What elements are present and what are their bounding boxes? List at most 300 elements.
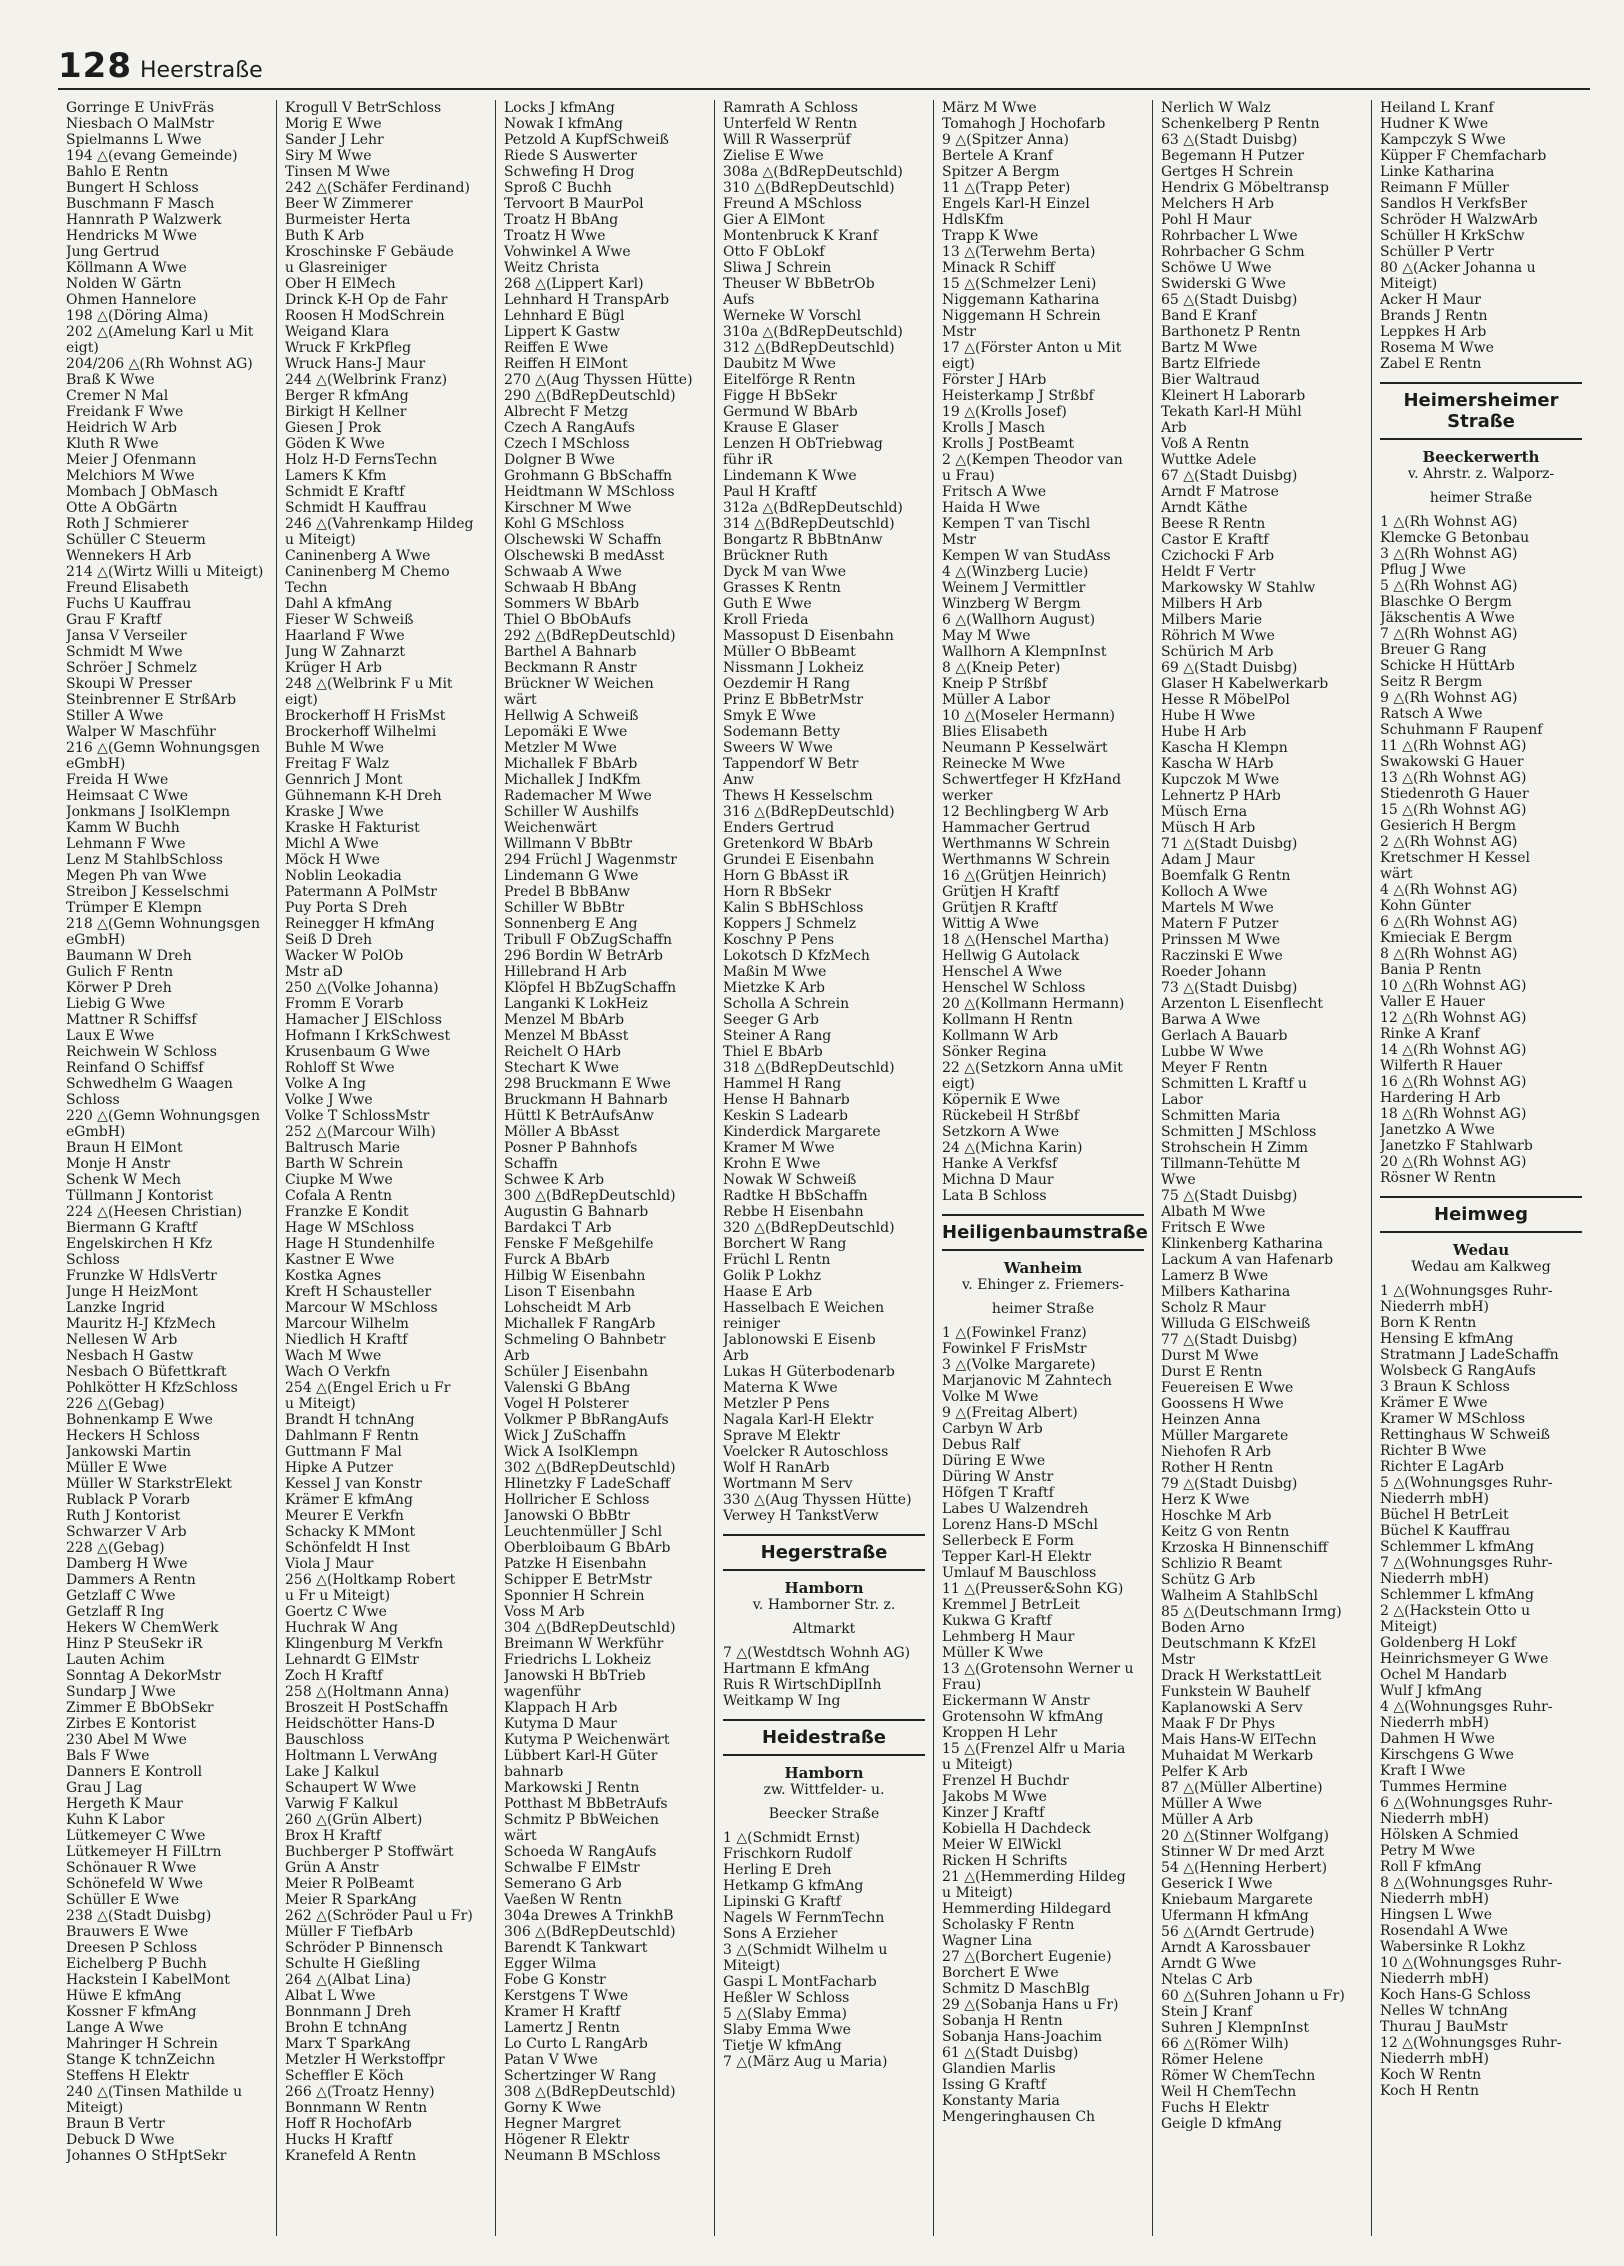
directory-entry: 250 △(Volke Johanna) <box>285 980 439 996</box>
directory-entry: Schüller C Steuerm <box>66 532 206 548</box>
directory-entry: Bruckmann H Bahnarb <box>504 1092 668 1108</box>
directory-entry: Fritsch A Wwe <box>942 484 1047 500</box>
directory-entry: Ochel M Handarb <box>1380 1667 1507 1683</box>
directory-entry: Huchrak W Ang <box>285 1620 398 1636</box>
street-heading: Heiligenbaumstraße <box>942 1214 1144 1251</box>
directory-entry: Megen Ph van Wwe <box>66 868 207 884</box>
directory-entry: Viola J Maur <box>285 1556 374 1572</box>
directory-entry: Geigle D kfmAng <box>1161 2116 1282 2132</box>
directory-entry: Ufermann H kfmAng <box>1161 1908 1309 1924</box>
directory-entry: 228 △(Gebag) <box>66 1540 165 1556</box>
directory-entry: Leppkes H Arb <box>1380 324 1487 340</box>
directory-entry: 19 △(Krolls Josef) <box>942 404 1067 420</box>
directory-entry: Deutschmann K KfzEl <box>1161 1636 1316 1652</box>
directory-entry: 9 △(Spitzer Anna) <box>942 132 1069 148</box>
directory-entry: 69 △(Stadt Duisbg) <box>1161 660 1298 676</box>
directory-entry: Walheim A StahlbSchl <box>1161 1588 1319 1604</box>
directory-entry: Wabersinke R Lokhz <box>1380 1939 1525 1955</box>
directory-entry: Niggemann Katharina <box>942 292 1100 308</box>
directory-entry: Reinegger H kfmAng <box>285 916 435 932</box>
directory-column <box>58 100 277 2236</box>
directory-entry: Schöwe U Wwe <box>1161 260 1272 276</box>
directory-entry: Neumann P Kesselwärt <box>942 740 1108 756</box>
directory-entry: 292 △(BdRepDeutschld) <box>504 628 676 644</box>
directory-entry: Otte A ObGärtn <box>66 500 178 516</box>
directory-entry: 260 △(Grün Albert) <box>285 1812 423 1828</box>
directory-entry: Kessel J van Konstr <box>285 1476 422 1492</box>
directory-entry: Patan V Wwe <box>504 2052 598 2068</box>
directory-entry: Kuhn K Labor <box>66 1812 165 1828</box>
directory-entry: Lison T Eisenbahn <box>504 1284 636 1300</box>
directory-entry: Wick A IsolKlempn <box>504 1444 639 1460</box>
directory-entry: Schulte H Gießling <box>285 1956 421 1972</box>
street-range-note: Altmarkt <box>792 1621 856 1637</box>
directory-entry: Kreft H Schausteller <box>285 1284 432 1300</box>
directory-entry: Volke J Wwe <box>285 1092 373 1108</box>
directory-entry: Maßin M Wwe <box>723 964 827 980</box>
directory-entry: wärt <box>504 692 537 708</box>
directory-entry: Scholasky F Rentn <box>942 1917 1075 1933</box>
directory-entry: Freitag F Walz <box>285 756 390 772</box>
directory-entry: Wach O Verkfn <box>285 1364 391 1380</box>
directory-entry: 10 △(Rh Wohnst AG) <box>1380 978 1527 994</box>
directory-entry: Reimann F Müller <box>1380 180 1509 196</box>
directory-entry: Debuck D Wwe <box>66 2132 175 2148</box>
directory-entry: Ruth J Kontorist <box>66 1508 181 1524</box>
directory-entry: Marcour Wilhelm <box>285 1316 409 1332</box>
directory-entry: Engelskirchen H Kfz <box>66 1236 213 1252</box>
directory-entry: Predel B BbBAnw <box>504 884 630 900</box>
directory-entry: 11 △(Preusser&Sohn KG) <box>942 1581 1124 1597</box>
directory-entry: Werthmanns W Schrein <box>942 836 1110 852</box>
directory-entry: Düring E Wwe <box>942 1453 1046 1469</box>
directory-entry: Menzel M BbAsst <box>504 1028 629 1044</box>
directory-entry: Gerlach A Bauarb <box>1161 1028 1288 1044</box>
directory-entry: 20 △(Rh Wohnst AG) <box>1380 1154 1527 1170</box>
directory-entry: Sobanja Hans-Joachim <box>942 2029 1102 2045</box>
directory-entry: Birkigt H Kellner <box>285 404 407 420</box>
directory-entry: Müller A Wwe <box>1161 1796 1262 1812</box>
directory-entry: Werthmanns W Schrein <box>942 852 1110 868</box>
directory-entry: 7 △(Westdtsch Wohnh AG) <box>723 1645 911 1661</box>
directory-entry: Hergeth K Maur <box>66 1796 183 1812</box>
directory-entry: 2 △(Rh Wohnst AG) <box>1380 834 1518 850</box>
directory-entry: HdlsKfm <box>942 212 1004 228</box>
directory-entry: Techn <box>285 580 328 596</box>
directory-entry: Wagner Lina <box>942 1933 1033 1949</box>
directory-entry: 242 △(Schäfer Ferdinand) <box>285 180 470 196</box>
directory-entry: Schröder H WalzwArb <box>1380 212 1538 228</box>
directory-entry: Reichelt O HArb <box>504 1044 621 1060</box>
directory-entry: Winzberg W Bergm <box>942 596 1081 612</box>
directory-entry: Jonkmans J IsolKlempn <box>66 804 230 820</box>
directory-entry: Müller O BbBeamt <box>723 644 856 660</box>
directory-entry: 80 △(Acker Johanna u <box>1380 260 1536 276</box>
directory-entry: Rösner W Rentn <box>1380 1170 1496 1186</box>
directory-entry: Brockerhoff H FrisMst <box>285 708 446 724</box>
directory-entry: Wilferth R Hauer <box>1380 1058 1502 1074</box>
directory-entry: Müller A Labor <box>942 692 1051 708</box>
directory-entry: Petzold A KupfSchweiß <box>504 132 669 148</box>
directory-entry: Prinssen M Wwe <box>1161 932 1281 948</box>
directory-entry: Ober H ElMech <box>285 276 396 292</box>
directory-entry: 308a △(BdRepDeutschld) <box>723 164 903 180</box>
directory-entry: 7 △(Rh Wohnst AG) <box>1380 626 1518 642</box>
directory-entry: Dolgner B Wwe <box>504 452 615 468</box>
directory-entry: Nellesen W Arb <box>66 1332 178 1348</box>
directory-entry: Metzler H Werkstoffpr <box>285 2052 445 2068</box>
directory-entry: Fobe G Konstr <box>504 1972 606 1988</box>
district-name: Wanheim <box>1003 1259 1083 1277</box>
directory-entry: Braun B Vertr <box>66 2116 165 2132</box>
directory-entry: Nesbach H Gastw <box>66 1348 194 1364</box>
directory-entry: Richter B Wwe <box>1380 1443 1487 1459</box>
directory-entry: Kossner F kfmAng <box>66 2004 197 2020</box>
directory-entry: 7 △(Wohnungsges Ruhr- <box>1380 1555 1553 1571</box>
directory-entry: Mietzke K Arb <box>723 980 825 996</box>
directory-entry: Müsch Erna <box>1161 804 1248 820</box>
directory-entry: Kramer W MSchloss <box>1380 1411 1526 1427</box>
directory-entry: u Miteigt) <box>285 532 356 548</box>
directory-entry: Roosen H ModSchrein <box>285 308 445 324</box>
directory-entry: 73 △(Stadt Duisbg) <box>1161 980 1298 996</box>
directory-entry: Tappendorf W Betr <box>723 756 859 772</box>
directory-entry: Grohmann G BbSchaffn <box>504 468 673 484</box>
directory-entry: Eickermann W Anstr <box>942 1693 1090 1709</box>
directory-entry: Tietje W kfmAng <box>723 2038 842 2054</box>
directory-entry: Meier R SparkAng <box>285 1892 417 1908</box>
directory-entry: Müller A Arb <box>1161 1812 1254 1828</box>
street-range-note: zw. Wittfelder- u. <box>763 1782 885 1798</box>
directory-entry: Michna D Maur <box>942 1172 1054 1188</box>
directory-entry: Schlemmer L kfmAng <box>1380 1587 1534 1603</box>
directory-entry: Hölsken A Schmied <box>1380 1827 1519 1843</box>
directory-entry: 3 Braun K Schloss <box>1380 1379 1510 1395</box>
directory-entry: 13 △(Rh Wohnst AG) <box>1380 770 1527 786</box>
directory-entry: Grütjen R Kraftf <box>942 900 1058 916</box>
directory-entry: Roeder Johann <box>1161 964 1267 980</box>
directory-entry: 6 △(Wohnungsges Ruhr- <box>1380 1795 1553 1811</box>
directory-entry: 13 △(Terwehm Berta) <box>942 244 1096 260</box>
directory-entry: 67 △(Stadt Duisbg) <box>1161 468 1298 484</box>
directory-entry: Kastner E Wwe <box>285 1252 395 1268</box>
directory-entry: Ntelas C Arb <box>1161 1972 1253 1988</box>
directory-entry: Hellwig A Schweiß <box>504 708 639 724</box>
directory-entry: Reiffen E Wwe <box>504 340 609 356</box>
directory-entry: Kempen T van Tischl <box>942 516 1091 532</box>
directory-entry: 12 △(Rh Wohnst AG) <box>1380 1010 1527 1026</box>
directory-entry: 240 △(Tinsen Mathilde u <box>66 2084 243 2100</box>
directory-entry: Förster J HArb <box>942 372 1047 388</box>
directory-entry: Baumann W Dreh <box>66 948 192 964</box>
directory-entry: 194 △(evang Gemeinde) <box>66 148 238 164</box>
directory-entry: Müller Margarete <box>1161 1428 1289 1444</box>
directory-entry: Steiner A Rang <box>723 1028 832 1044</box>
directory-entry: Schwalbe F ElMstr <box>504 1860 640 1876</box>
directory-entry: Lake J Kalkul <box>285 1764 380 1780</box>
directory-entry: Herz K Wwe <box>1161 1492 1250 1508</box>
directory-entry: Wach M Wwe <box>285 1348 382 1364</box>
page-header <box>58 46 1590 90</box>
directory-entry: Kmieciak E Bergm <box>1380 930 1513 946</box>
directory-entry: Büchel K Kauffrau <box>1380 1523 1511 1539</box>
directory-entry: Kutyma D Maur <box>504 1716 617 1732</box>
directory-entry: 18 △(Rh Wohnst AG) <box>1380 1106 1527 1122</box>
directory-entry: Kramer H Kraftf <box>504 2004 621 2020</box>
directory-entry: Roth J Schmierer <box>66 516 189 532</box>
directory-entry: Niedlich H Kraftf <box>285 1332 408 1348</box>
directory-entry: Grau F Kraftf <box>66 612 162 628</box>
directory-entry: Arndt A Karossbauer <box>1161 1940 1311 1956</box>
directory-entry: Niederrh mbH) <box>1380 1891 1490 1907</box>
directory-entry: 61 △(Stadt Duisbg) <box>942 2045 1079 2061</box>
directory-entry: 66 △(Römer Wilh) <box>1161 2036 1289 2052</box>
directory-entry: Schlemmer L kfmAng <box>1380 1539 1534 1555</box>
directory-entry: Hube H Wwe <box>1161 708 1256 724</box>
directory-entry: Jung Gertrud <box>66 244 160 260</box>
directory-entry: Rohrbacher G Schm <box>1161 244 1305 260</box>
directory-entry: 310 △(BdRepDeutschld) <box>723 180 895 196</box>
directory-entry: Borchert E Wwe <box>942 1965 1059 1981</box>
directory-entry: Janetzko A Wwe <box>1380 1122 1495 1138</box>
directory-entry: Leuchtenmüller J Schl <box>504 1524 663 1540</box>
directory-entry: Hage H Stundenhilfe <box>285 1236 435 1252</box>
directory-entry: Montenbruck K Kranf <box>723 228 878 244</box>
directory-entry: Heßler W Schloss <box>723 1990 850 2006</box>
directory-entry: 20 △(Stinner Wolfgang) <box>1161 1828 1329 1844</box>
directory-column <box>934 100 1153 2236</box>
directory-entry: 8 △(Rh Wohnst AG) <box>1380 946 1518 962</box>
directory-entry: Kretschmer H Kessel <box>1380 850 1530 866</box>
directory-entry: Kirschgens G Wwe <box>1380 1747 1514 1763</box>
directory-entry: Tepper Karl-H Elektr <box>942 1549 1092 1565</box>
directory-entry: Heldt F Vertr <box>1161 564 1256 580</box>
directory-entry: Enders Gertrud <box>723 820 835 836</box>
directory-entry: Barwa A Wwe <box>1161 1012 1261 1028</box>
directory-entry: Streibon J Kesselschmi <box>66 884 229 900</box>
directory-entry: Michl A Wwe <box>285 836 379 852</box>
directory-entry: Pelfer K Arb <box>1161 1764 1248 1780</box>
directory-entry: Smyk E Wwe <box>723 708 817 724</box>
directory-entry: Schürich M Arb <box>1161 644 1274 660</box>
directory-entry: Heidschötter Hans-D <box>285 1716 435 1732</box>
directory-entry: 56 △(Arndt Gertrude) <box>1161 1924 1315 1940</box>
directory-entry: Niederrh mbH) <box>1380 2051 1490 2067</box>
directory-entry: Hillebrand H Arb <box>504 964 627 980</box>
directory-entry: Wennekers H Arb <box>66 548 192 564</box>
directory-entry: 24 △(Michna Karin) <box>942 1140 1083 1156</box>
directory-entry: Schaupert W Wwe <box>285 1780 417 1796</box>
directory-entry: 60 △(Suhren Johann u Fr) <box>1161 1988 1345 2004</box>
directory-entry: Milbers Marie <box>1161 612 1263 628</box>
directory-entry: u Frau) <box>942 468 995 484</box>
directory-entry: Müsch H Arb <box>1161 820 1256 836</box>
directory-entry: Wuttke Adele <box>1161 452 1257 468</box>
directory-entry: Arndt G Wwe <box>1161 1956 1257 1972</box>
directory-entry: Klemcke G Betonbau <box>1380 530 1530 546</box>
street-range-note: Wedau am Kalkweg <box>1411 1259 1551 1275</box>
directory-entry: Broszeit H PostSchaffn <box>285 1700 449 1716</box>
directory-entry: Niederrh mbH) <box>1380 1299 1490 1315</box>
directory-entry: Gier A ElMont <box>723 212 825 228</box>
directory-entry: Voelcker R Autoschloss <box>723 1444 889 1460</box>
directory-entry: Tribull F ObZugSchaffn <box>504 932 672 948</box>
directory-entry: Schipper E BetrMstr <box>504 1572 652 1588</box>
directory-entry: Heidrich W Arb <box>66 420 178 436</box>
directory-entry: Gaspi L MontFacharb <box>723 1974 877 1990</box>
directory-entry: Spitzer A Bergm <box>942 164 1060 180</box>
directory-entry: u Miteigt) <box>285 1396 356 1412</box>
directory-entry: Born K Rentn <box>1380 1315 1477 1331</box>
directory-entry: 11 △(Rh Wohnst AG) <box>1380 738 1527 754</box>
directory-entry: Stange K tchnZeichn <box>66 2052 216 2068</box>
directory-entry: Umlauf M Bauschloss <box>942 1565 1097 1581</box>
directory-entry: Ruis R WirtschDiplInh <box>723 1677 882 1693</box>
directory-entry: Hlinetzky F LadeSchaff <box>504 1476 671 1492</box>
directory-entry: Müller W StarkstrElekt <box>66 1476 232 1492</box>
directory-entry: Gretenkord W BbArb <box>723 836 873 852</box>
directory-entry: Köpernik E Wwe <box>942 1092 1061 1108</box>
street-range-note: v. Hamborner Str. z. <box>752 1597 896 1613</box>
directory-entry: Schüller P Vertr <box>1380 244 1494 260</box>
directory-entry: Lata B Schloss <box>942 1188 1047 1204</box>
directory-entry: Niederrh mbH) <box>1380 1571 1490 1587</box>
directory-entry: Stein J Kranf <box>1161 2004 1253 2020</box>
directory-entry: 256 △(Holtkamp Robert <box>285 1572 456 1588</box>
directory-entry: Sodemann Betty <box>723 724 841 740</box>
directory-entry: Römer Helene <box>1161 2052 1264 2068</box>
directory-entry: Hensing E kfmAng <box>1380 1331 1514 1347</box>
directory-entry: 10 △(Wohnungsges Ruhr- <box>1380 1955 1562 1971</box>
directory-entry: Schacky K MMont <box>285 1524 416 1540</box>
directory-entry: Brox H Kraftf <box>285 1828 381 1844</box>
directory-entry: Römer W ChemTechn <box>1161 2068 1316 2084</box>
directory-entry: Schmitz P BbWeichen <box>504 1812 659 1828</box>
directory-entry: Früchl L Rentn <box>723 1252 831 1268</box>
directory-column <box>277 100 496 2236</box>
directory-entry: Lokotsch D KfzMech <box>723 948 870 964</box>
directory-entry: Hanke A Verkfsf <box>942 1156 1058 1172</box>
directory-entry: Arndt F Matrose <box>1161 484 1279 500</box>
directory-entry: 5 △(Slaby Emma) <box>723 2006 847 2022</box>
directory-entry: Lehnhard H TranspArb <box>504 292 670 308</box>
directory-entry: Frenzel H Buchdr <box>942 1773 1069 1789</box>
directory-entry: Setzkorn A Wwe <box>942 1124 1060 1140</box>
directory-entry: Friedrichs L Lokheiz <box>504 1652 651 1668</box>
directory-entry: Hoschke M Arb <box>1161 1508 1272 1524</box>
directory-entry: Kohl G MSchloss <box>504 516 625 532</box>
directory-entry: Wacker W PolOb <box>285 948 404 964</box>
directory-entry: Horn R BbSekr <box>723 884 832 900</box>
directory-entry: Bertele A Kranf <box>942 148 1053 164</box>
directory-entry: Kollmann H Rentn <box>942 1012 1073 1028</box>
directory-entry: Bals F Wwe <box>66 1748 150 1764</box>
directory-entry: Stinner W Dr med Arzt <box>1161 1844 1325 1860</box>
directory-entry: Hoff R HochofArb <box>285 2116 412 2132</box>
directory-entry: Frischkorn Rudolf <box>723 1846 852 1862</box>
directory-entry: Lo Curto L RangArb <box>504 2036 648 2052</box>
district-name: Beeckerwerth <box>1422 448 1540 466</box>
directory-entry: Petry M Wwe <box>1380 1843 1476 1859</box>
directory-entry: Sellerbeck E Form <box>942 1533 1074 1549</box>
directory-entry: Lepomäki E Wwe <box>504 724 628 740</box>
directory-entry: Miteigt) <box>66 2100 124 2116</box>
directory-entry: 304a Drewes A TrinkhB <box>504 1908 674 1924</box>
directory-entry: Körwer P Dreh <box>66 980 172 996</box>
directory-entry: Wittig A Wwe <box>942 916 1039 932</box>
directory-entry: Buhle M Wwe <box>285 740 384 756</box>
directory-column <box>496 100 715 2236</box>
directory-entry: Hasselbach E Weichen <box>723 1300 885 1316</box>
directory-entry: Kolloch A Wwe <box>1161 884 1268 900</box>
directory-entry: Rublack P Vorarb <box>66 1492 190 1508</box>
directory-entry: Schiller W Aushilfs <box>504 804 639 820</box>
directory-entry: Volke M Wwe <box>942 1389 1039 1405</box>
directory-entry: Liebig G Wwe <box>66 996 166 1012</box>
directory-entry: Hardering H Arb <box>1380 1090 1501 1106</box>
directory-entry: Fowinkel F FrisMstr <box>942 1341 1087 1357</box>
directory-entry: Pohlkötter H KfzSchloss <box>66 1380 238 1396</box>
directory-entry: Eichelberg P Buchh <box>66 1956 207 1972</box>
directory-entry: Grau J Lag <box>66 1780 143 1796</box>
directory-entry: 5 △(Wohnungsges Ruhr- <box>1380 1475 1553 1491</box>
directory-entry: 294 Früchl J Wagenmstr <box>504 852 678 868</box>
directory-entry: 320 △(BdRepDeutschld) <box>723 1220 895 1236</box>
directory-entry: Troatz H Wwe <box>504 228 606 244</box>
directory-entry: Jankowski Martin <box>66 1444 191 1460</box>
directory-entry: Voß A Rentn <box>1161 436 1250 452</box>
directory-entry: Schloss <box>66 1092 120 1108</box>
directory-entry: Radtke H BbSchaffn <box>723 1188 868 1204</box>
directory-entry: Rosendahl A Wwe <box>1380 1923 1508 1939</box>
directory-entry: Kohn Günter <box>1380 898 1471 914</box>
directory-entry: wagenführ <box>504 1684 581 1700</box>
directory-entry: 29 △(Sobanja Hans u Fr) <box>942 1997 1119 2013</box>
directory-entry: Brandt H tchnAng <box>285 1412 415 1428</box>
directory-entry: Rohloff St Wwe <box>285 1060 395 1076</box>
directory-entry: Thurau J BauMstr <box>1380 2019 1508 2035</box>
directory-entry: Feuereisen E Wwe <box>1161 1380 1294 1396</box>
directory-entry: Stiller A Wwe <box>66 708 164 724</box>
directory-entry: Lubbe W Wwe <box>1161 1044 1264 1060</box>
directory-entry: Lenzen H ObTriebwag <box>723 436 883 452</box>
directory-entry: Janowski H BbTrieb <box>504 1668 646 1684</box>
directory-entry: Scheffler E Köch <box>285 2068 404 2084</box>
directory-entry: Bungert H Schloss <box>66 180 199 196</box>
directory-entry: 262 △(Schröder Paul u Fr) <box>285 1908 473 1924</box>
directory-entry: Acker H Maur <box>1380 292 1481 308</box>
directory-entry: Hage W MSchloss <box>285 1220 415 1236</box>
directory-entry: 316 △(BdRepDeutschld) <box>723 804 895 820</box>
directory-entry: Wallhorn A KlempnInst <box>942 644 1107 660</box>
directory-entry: Willmann V BbBtr <box>504 836 633 852</box>
directory-entry: Riede S Auswerter <box>504 148 637 164</box>
directory-entry: Egger Wilma <box>504 1956 597 1972</box>
directory-entry: Mattner R Schiffsf <box>66 1012 197 1028</box>
directory-entry: Henschel W Schloss <box>942 980 1086 996</box>
directory-entry: Arzenton L Eisenflecht <box>1161 996 1324 1012</box>
directory-entry: Hüwe E kfmAng <box>66 1988 182 2004</box>
directory-entry: Krolls J PostBeamt <box>942 436 1075 452</box>
directory-entry: Danners E Kontroll <box>66 1764 203 1780</box>
directory-entry: Dammers A Rentn <box>66 1572 196 1588</box>
directory-entry: Drinck K-H Op de Fahr <box>285 292 448 308</box>
directory-entry: Guttmann F Mal <box>285 1444 402 1460</box>
directory-entry: Büchel H BetrLeit <box>1380 1507 1509 1523</box>
directory-entry: Monje H Anstr <box>66 1156 171 1172</box>
directory-entry: Brands J Rentn <box>1380 308 1488 324</box>
directory-entry: Klappach H Arb <box>504 1700 618 1716</box>
